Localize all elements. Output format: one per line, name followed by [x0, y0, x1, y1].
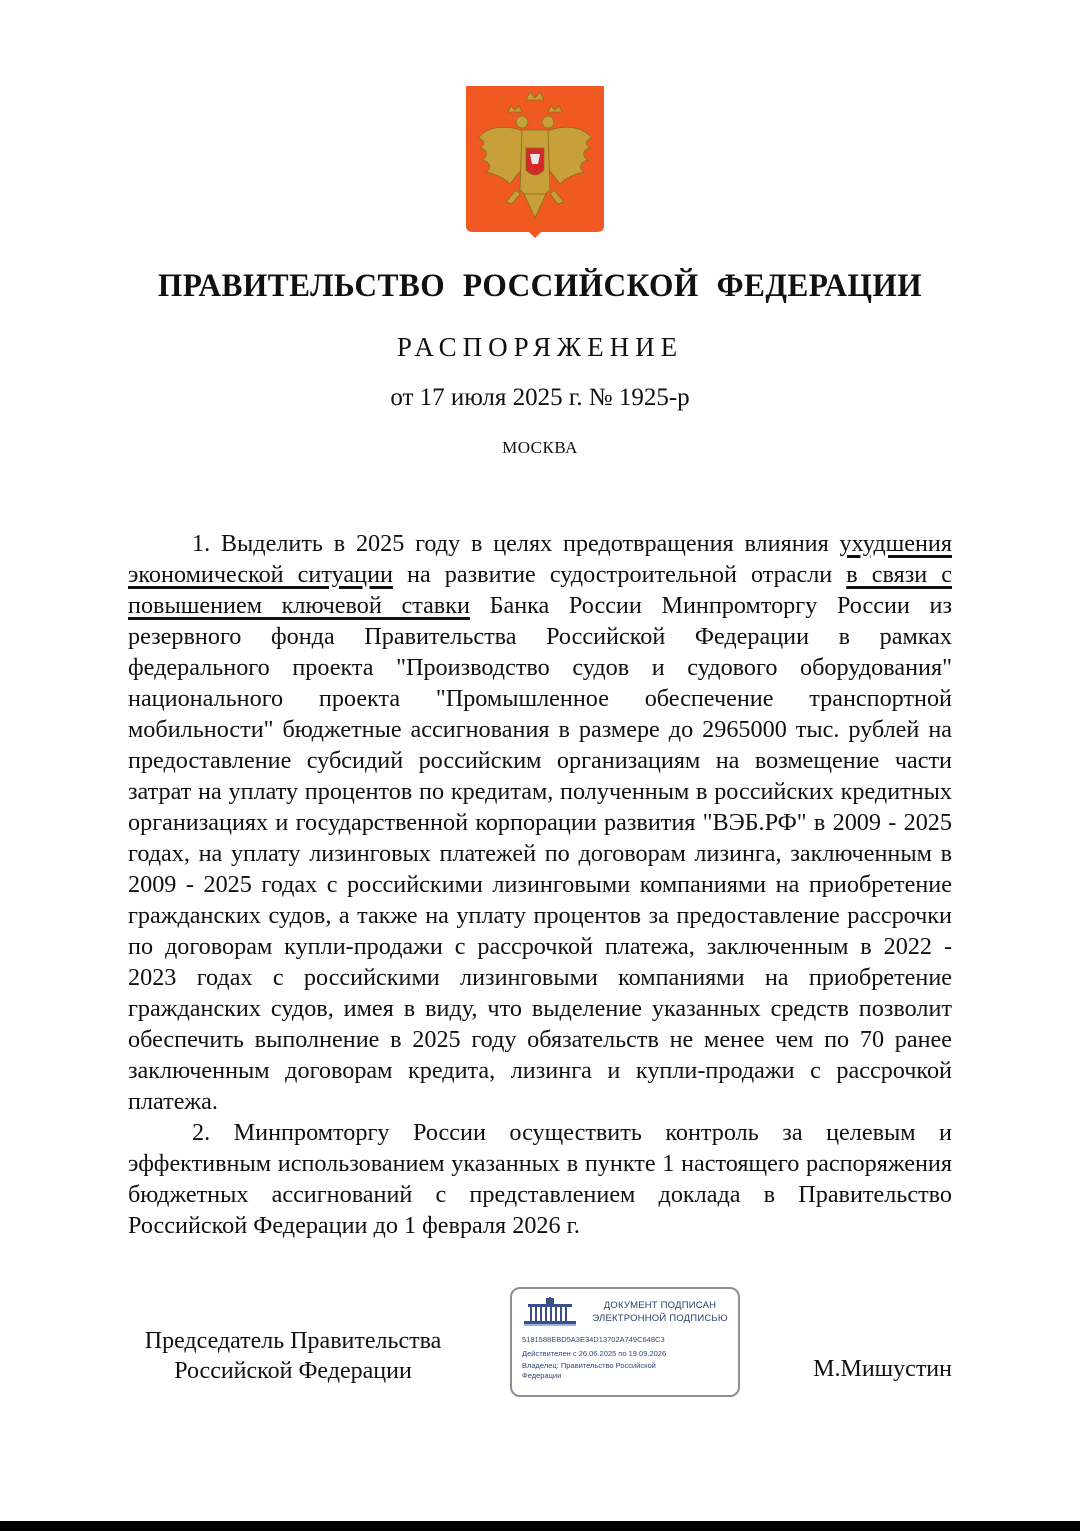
stamp-owner-line-2: Федерации	[522, 1371, 562, 1380]
government-title: ПРАВИТЕЛЬСТВО РОССИЙСКОЙ ФЕДЕРАЦИИ	[157, 268, 923, 304]
underlined-phrase-key-rate: в связи с повышением ключевой ставки	[128, 561, 952, 619]
electronic-signature-stamp	[510, 1287, 740, 1397]
stamp-validity: Действителен с 26.06.2025 по 19.09.2026	[522, 1349, 667, 1358]
government-building-icon	[522, 1297, 578, 1327]
coat-of-arms-emblem	[466, 86, 604, 238]
underlined-phrase-economic-situation: ухудшения экономической ситуации	[128, 530, 952, 588]
paragraph-1-text-a: 1. Выделить в 2025 году в целях предотвращения влияния	[192, 530, 840, 557]
stamp-certificate: 5181588EBD5A3E34D13702A749C648C3	[522, 1335, 665, 1344]
bottom-edge-bar	[0, 1521, 1080, 1531]
paragraph-1-text-b: на развитие судостроительной отрасли	[392, 561, 847, 588]
paragraph-2: 2. Минпромторгу России осуществить контроль за целевым и эффективным использованием указанных в пункте 1 настоящего распоряжения бюджетных ассигнований с представлением доклада в Правительство Российской Федерации до 1 февраля 2026 г.	[128, 1119, 952, 1239]
document-city: МОСКВА	[502, 438, 578, 457]
signer-position	[128, 1326, 458, 1386]
signer-position-line-2: Российской Федерации	[174, 1358, 412, 1384]
stamp-owner-line-1: Владелец: Правительство Российской	[522, 1361, 656, 1370]
signer-position-line-1: Председатель Правительства	[144, 1328, 442, 1354]
document-date-number: от 17 июля 2025 г. № 1925-р	[390, 384, 690, 411]
stamp-title	[584, 1299, 736, 1325]
stamp-title-line-2: ЭЛЕКТРОННОЙ ПОДПИСЬЮ	[592, 1313, 728, 1324]
document-type: РАСПОРЯЖЕНИЕ	[396, 332, 684, 362]
stamp-title-line-1: ДОКУМЕНТ ПОДПИСАН	[603, 1300, 717, 1311]
document-body	[128, 528, 952, 1241]
signer-name: М.Мишустин	[813, 1356, 952, 1382]
paragraph-1	[128, 528, 952, 1117]
paragraph-1-text-c: Банка России Минпромторгу России из резервного фонда Правительства Российской Федерации в рамках федерального проекта "Производство судов и судового оборудования" национального проекта "Промышленное обеспечение транспортной мобильности" бюджетные ассигнования в размере до 2965000 тыс. рублей на предоставление субсидий российским организациям на возмещение части затрат на уплату процентов по кредитам, полученным в российских кредитных организациях и государственной корпорации развития "ВЭБ.РФ" в 2009 - 2025 годах, на уплату лизинговых платежей по договорам лизинга, заключенным в 2009 - 2025 годах с российскими лизинговыми компаниями на приобретение гражданских судов, а также на уплату процентов за предоставление рассрочки по договорам купли-продажи с рассрочкой платежа, заключенным в 2022 - 2023 годах с российскими лизинговыми компаниями на приобретение гражданских судов, имея в виду, что выделение указанных средств позволит обеспечить выполнение в 2025 году обязательств не менее чем по 70 ранее заключенным договорам кредита, лизинга и купли-продажи с рассрочкой платежа.	[128, 592, 952, 1115]
